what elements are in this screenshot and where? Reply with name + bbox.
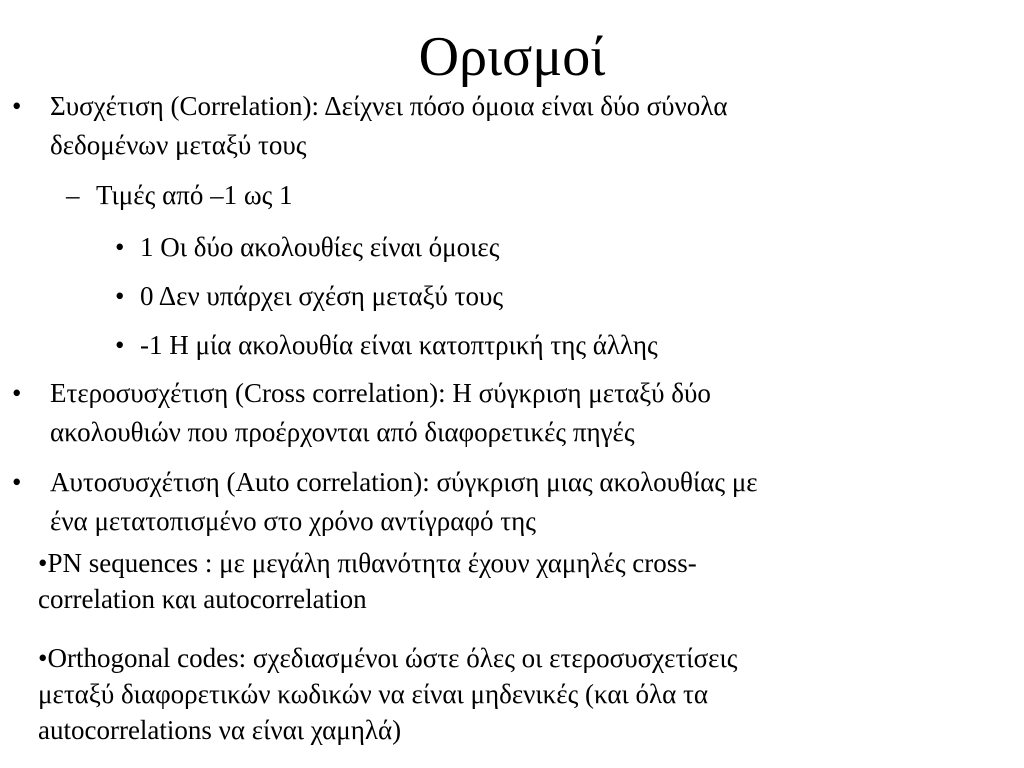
note-text-line: •Orthogonal codes: σχεδιασμένοι ώστε όλες οι ετεροσυσχετίσεις	[38, 643, 738, 673]
bullet-item-auto-correlation	[12, 463, 758, 541]
sub-sub-item-text: 1 Οι δύο ακολουθίες είναι όμοιες	[140, 232, 500, 262]
slide-title: Ορισμοί	[418, 26, 606, 88]
bullet-marker: •	[12, 467, 22, 497]
bullet-marker: •	[115, 281, 125, 311]
sub-sub-item-text: -1 Η μία ακολουθία είναι κατοπτρική της άλλης	[140, 330, 658, 360]
bullet-item-correlation	[12, 87, 728, 165]
bullet-text-line: Αυτοσυσχέτιση (Auto correlation): σύγκριση μιας ακολουθίας με	[50, 467, 758, 497]
note-text-line: •PN sequences : με μεγάλη πιθανότητα έχουν χαμηλές cross-	[38, 548, 697, 578]
sub-sub-item-text: 0 Δεν υπάρχει σχέση μεταξύ τους	[140, 281, 504, 311]
bullet-text-line: Ετεροσυσχέτιση (Cross correlation): Η σύγκριση μεταξύ δύο	[50, 378, 711, 408]
dash-marker: –	[66, 180, 80, 210]
sub-sub-item-similar	[115, 228, 500, 267]
bullet-text-line: Συσχέτιση (Correlation): Δείχνει πόσο όμοια είναι δύο σύνολα	[50, 91, 728, 121]
bullet-marker: •	[115, 330, 125, 360]
bullet-text-line: δεδομένων μεταξύ τους	[50, 130, 307, 160]
sub-item-value-range	[66, 176, 293, 215]
bullet-text-line: ακολουθιών που προέρχονται από διαφορετικές πηγές	[50, 417, 635, 447]
bullet-item-cross-correlation	[12, 374, 711, 452]
note-text-line: autocorrelations να είναι χαμηλά)	[38, 715, 402, 745]
sub-item-text: Τιμές από –1 ως 1	[96, 180, 293, 210]
note-text-line: μεταξύ διαφορετικών κωδικών να είναι μηδενικές (και όλα τα	[38, 679, 709, 709]
bullet-marker: •	[12, 91, 22, 121]
note-orthogonal-codes	[38, 640, 737, 748]
sub-sub-item-mirror	[115, 326, 658, 365]
note-pn-sequences	[38, 545, 697, 617]
bullet-marker: •	[115, 232, 125, 262]
bullet-marker: •	[12, 378, 22, 408]
note-text-line: correlation και autocorrelation	[38, 584, 367, 614]
bullet-text-line: ένα μετατοπισμένο στο χρόνο αντίγραφό της	[50, 506, 536, 536]
sub-sub-item-no-relation	[115, 277, 504, 316]
